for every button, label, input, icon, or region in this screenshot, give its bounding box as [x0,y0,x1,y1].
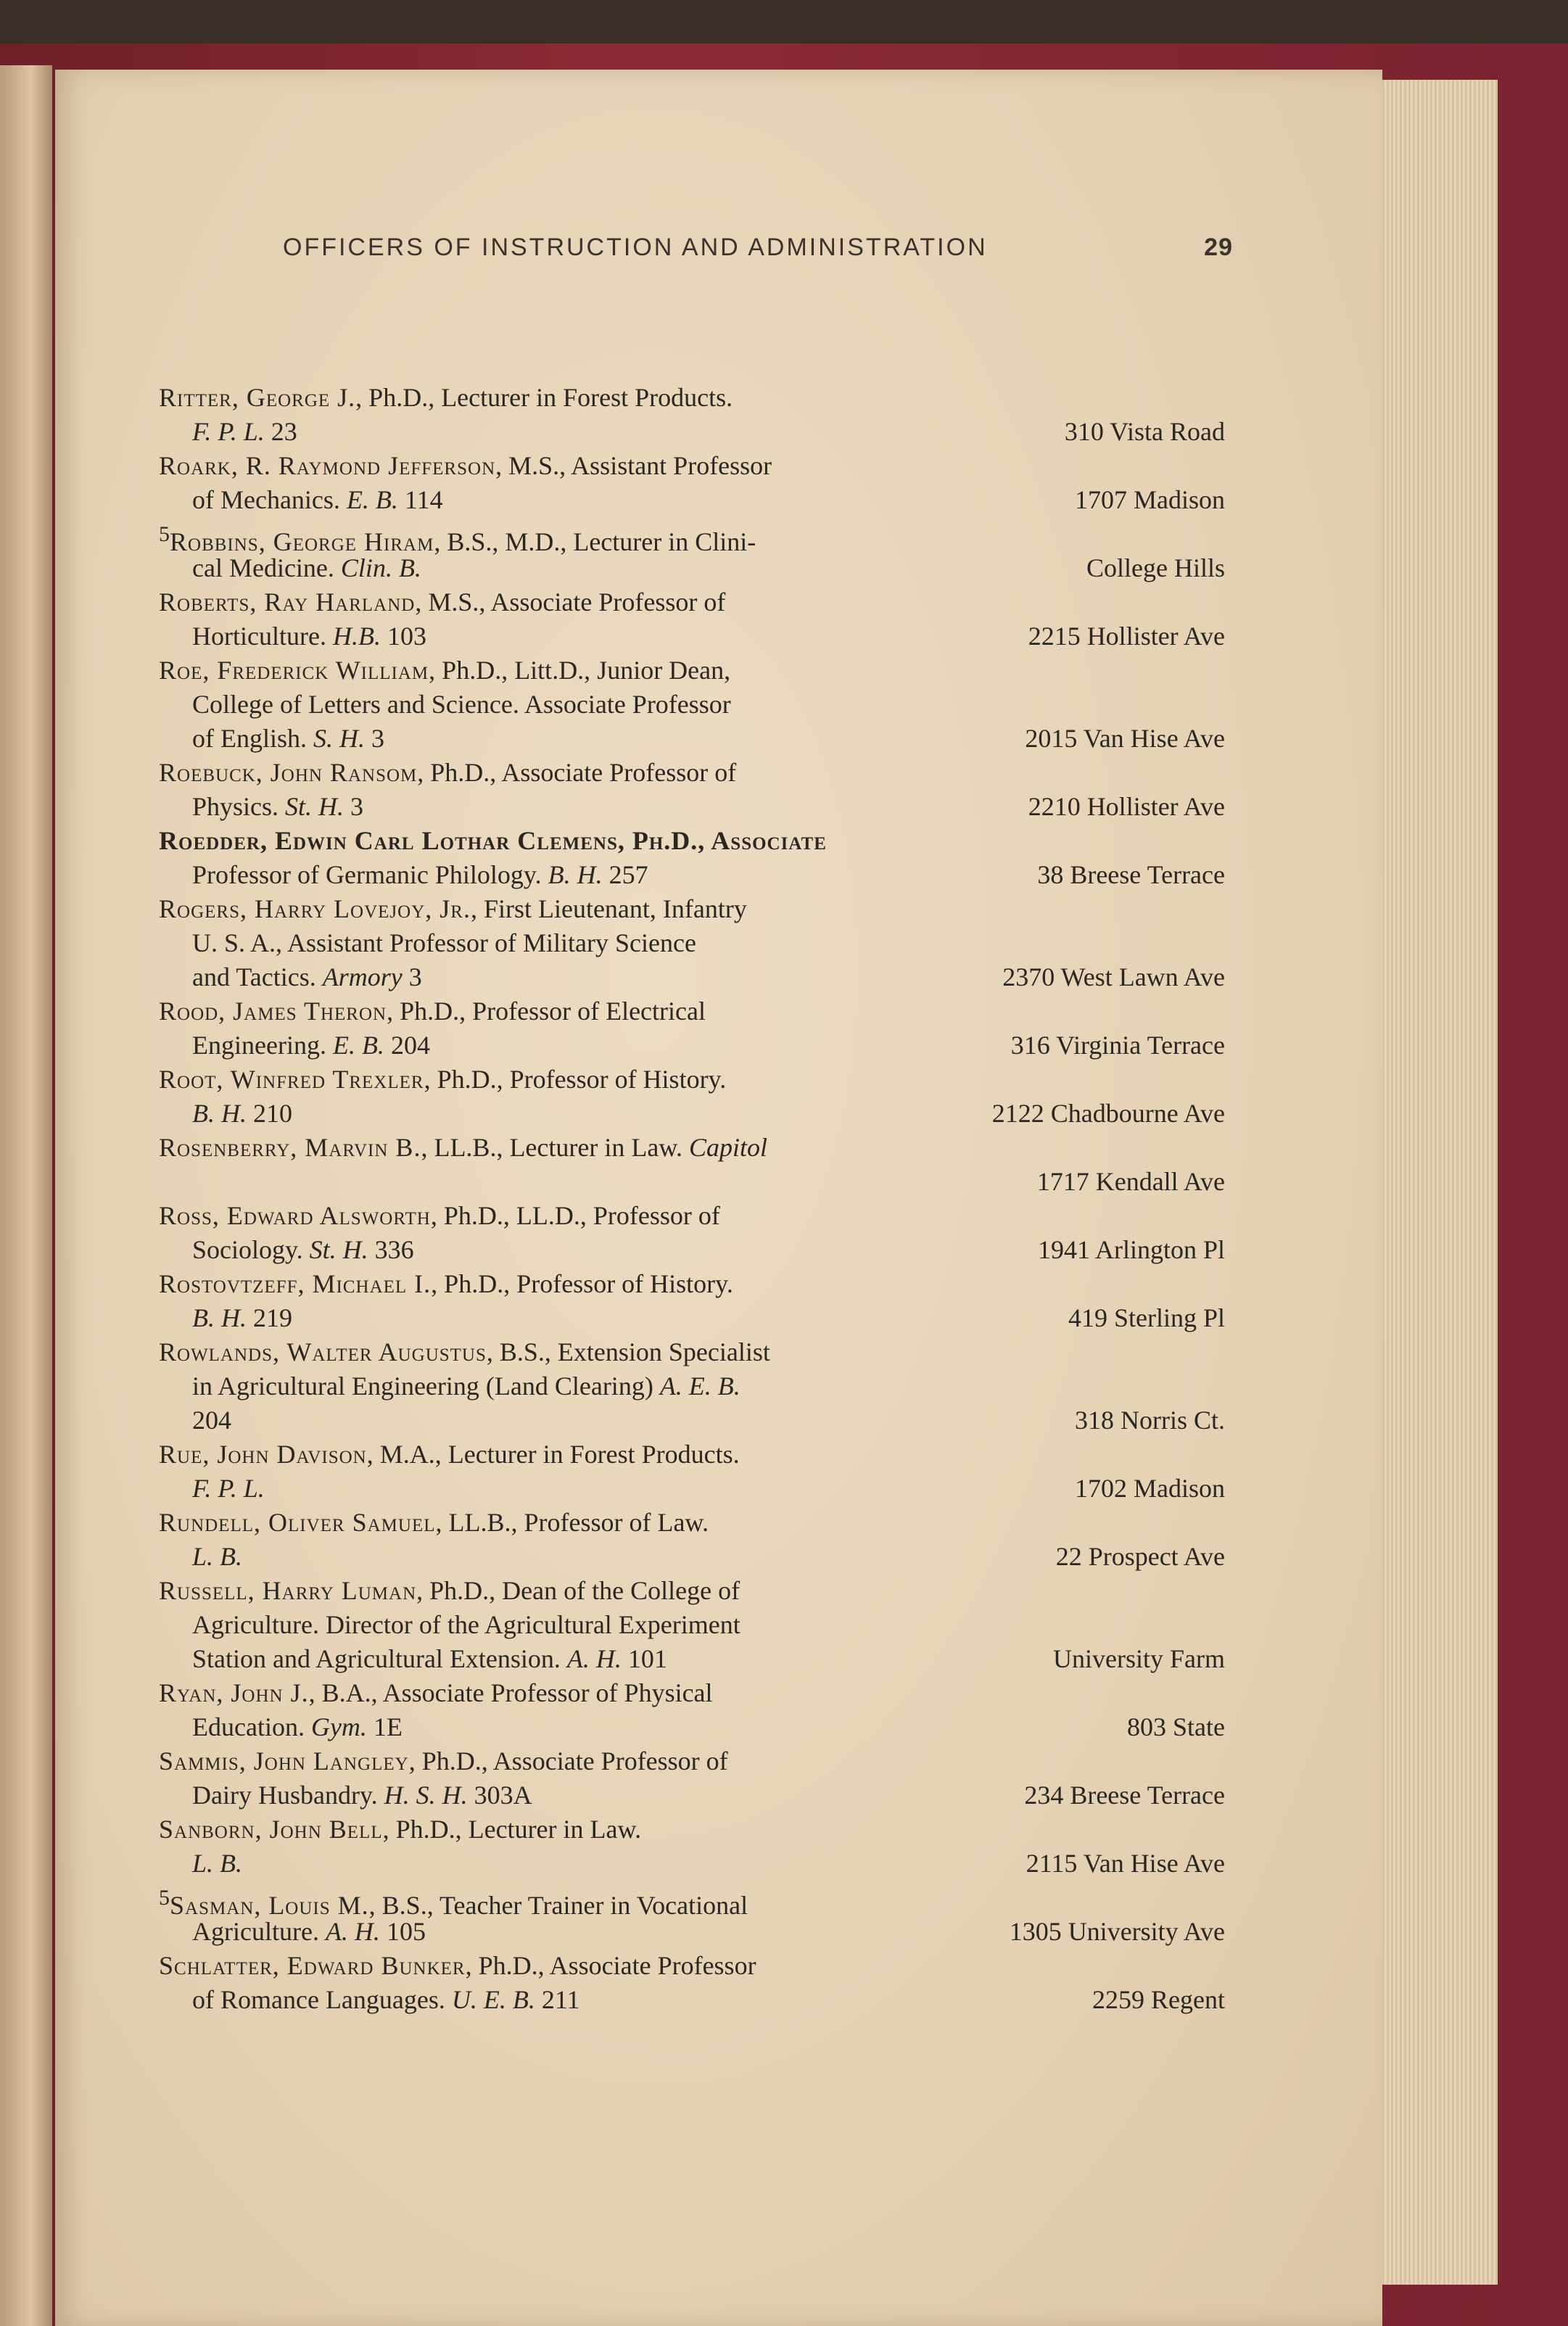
entry-continuation-line [159,1369,1225,1403]
entry-name: Sanborn, John Bell [159,1815,383,1844]
entry-text: , Ph.D., Lecturer in Forest Products. [355,383,733,412]
directory-entry [159,585,1225,653]
entry-address: 1717 Kendall Ave [1036,1167,1225,1196]
entry-text: 210 [247,1099,292,1128]
entry-name: Roe, Frederick William [159,656,429,685]
entry-text: 3 [344,792,364,821]
entry-continuation-line [159,790,1225,824]
entry-text: Dairy Husbandry. [192,1781,384,1810]
entry-text: , M.A., Lecturer in Forest Products. [366,1440,740,1469]
entry-address: 2259 Regent [1092,1985,1225,2014]
entry-name-line [159,449,1225,483]
directory-entry [159,1131,1225,1199]
entry-address: 1941 Arlington Pl [1037,1235,1225,1264]
directory-entry [159,449,1225,517]
entry-text: Station and Agricultural Extension. [192,1644,567,1673]
entry-address: College Hills [1086,553,1225,582]
entry-text: 336 [368,1235,414,1264]
entry-address: 2122 Chadbourne Ave [991,1099,1225,1128]
entry-name: Sasman, Louis M. [170,1891,369,1920]
entry-name: Robbins, George Hiram [170,527,434,556]
entry-location: U. E. B. [451,1985,535,2014]
entry-location: B. H. [548,860,603,889]
entry-text: , B.S., M.D., Lecturer in Clini- [434,527,756,556]
entry-name: Ross, Edward Alsworth [159,1201,431,1230]
entry-text: , B.A., Associate Professor of Physical [308,1678,713,1707]
entry-address: 234 Breese Terrace [1024,1781,1225,1810]
entry-continuation-line [159,858,1225,892]
entry-location: L. B. [192,1542,243,1571]
entry-text: 204 [192,1406,231,1435]
entry-continuation-line [159,1915,1225,1949]
entry-text: 114 [397,485,443,514]
entry-text: , Ph.D., Professor of Electrical [387,997,706,1026]
entry-location: Clin. B. [340,553,421,582]
entry-name: Roberts, Ray Harland [159,587,416,616]
entry-location: A. E. B. [659,1372,740,1401]
entry-continuation-line [159,1642,1225,1676]
entry-address: 419 Sterling Pl [1068,1303,1225,1332]
entry-address: 38 Breese Terrace [1037,860,1225,889]
entry-address: 2210 Hollister Ave [1028,792,1225,821]
entry-text: , Ph.D., Professor of History. [424,1065,727,1094]
entry-name: Rue, John Davison [159,1440,367,1469]
entry-address: 318 Norris Ct. [1075,1406,1225,1435]
directory-entry [159,1267,1225,1335]
entry-text: , First Lieutenant, Infantry [470,894,747,923]
entry-name-line [159,1812,1225,1847]
entry-text: 3 [365,724,384,753]
entry-name: Root, Winfred Trexler [159,1065,424,1094]
entry-location: Gym. [310,1712,367,1741]
entry-name: Rostovtzeff, Michael I. [159,1269,432,1298]
page-number: 29 [1204,234,1233,261]
running-head [218,234,1233,277]
entry-continuation-line [159,1778,1225,1812]
entry-name-line [159,1063,1225,1097]
directory-entry [159,1335,1225,1438]
entry-text: Sociology. [192,1235,310,1264]
entry-text: , M.S., Assistant Professor [495,451,772,480]
entry-continuation-line [159,688,1225,722]
entry-name-line [159,824,1225,858]
entry-continuation-line [159,415,1225,449]
entry-text: Professor of Germanic Philology. [192,860,548,889]
entry-location: S. H. [313,724,365,753]
entry-text: College of Letters and Science. Associate Professor [192,690,731,719]
entry-name-line [159,381,1225,415]
entry-location: A. H. [566,1644,622,1673]
entry-name: Russell, Harry Luman [159,1576,417,1605]
entry-name: Ritter, George J. [159,383,356,412]
entry-name: Roark, R. Raymond Jefferson [159,451,496,480]
entry-text: of Romance Languages. [192,1985,452,2014]
entry-text: 204 [384,1031,430,1060]
entry-text: , M.S., Associate Professor of [415,587,726,616]
entry-continuation-line [159,1847,1225,1881]
entry-text: Physics. [192,792,286,821]
entry-continuation-line [159,960,1225,994]
entry-text: in Agricultural Engineering (Land Clearing) [192,1372,660,1401]
entry-continuation-line [159,1540,1225,1574]
entry-name: Rood, James Theron [159,997,387,1026]
entry-continuation-line [159,1028,1225,1063]
directory-entry [159,824,1225,892]
directory-entry [159,1063,1225,1131]
entry-name: Rowlands, Walter Augustus [159,1337,487,1366]
entry-address: 1305 University Ave [1009,1917,1225,1946]
directory-entry [159,756,1225,824]
facing-page-edge [0,65,52,2326]
entry-location: F. P. L. [192,417,265,446]
entry-text: , LL.B., Lecturer in Law. [421,1133,689,1162]
directory-entry [159,517,1225,585]
entry-text: 101 [621,1644,667,1673]
entry-name-line [159,1676,1225,1710]
entry-location: Armory [322,962,403,991]
entry-name-line [159,994,1225,1028]
entry-name: Rogers, Harry Lovejoy, Jr. [159,894,471,923]
entry-address: 310 Vista Road [1064,417,1225,446]
entry-name-line [159,1949,1225,1983]
entry-continuation-line [159,1983,1225,2017]
entry-text: Agriculture. Director of the Agricultural Experiment [192,1610,740,1639]
entry-location: St. H. [309,1235,368,1264]
entry-location: H.B. [332,622,381,651]
entry-text: of English. [192,724,313,753]
entry-text: , Ph.D., Lecturer in Law. [382,1815,642,1844]
directory-entry [159,1199,1225,1267]
directory-entry [159,1574,1225,1676]
entry-address: 2115 Van Hise Ave [1026,1849,1225,1878]
entry-text: 257 [602,860,648,889]
entry-name-line [159,1881,1225,1920]
directory-entry [159,1676,1225,1744]
entry-name: Roebuck, John Ransom [159,758,418,787]
entry-text: 3 [402,962,422,991]
entry-text: , B.S., Teacher Trainer in Vocational [368,1891,748,1920]
entry-name-line [159,517,1225,556]
entry-continuation-line [159,1710,1225,1744]
entry-name: Rosenberry, Marvin B. [159,1133,421,1162]
entry-location: B. H. [192,1303,247,1332]
entry-name-line [159,892,1225,926]
entry-text: , B.S., Extension Specialist [486,1337,770,1366]
entry-text: , Ph.D., LL.D., Professor of [430,1201,720,1230]
page-edges [1371,80,1498,2285]
entry-name-line [159,756,1225,790]
entry-text: , Ph.D., Professor of History. [431,1269,733,1298]
entry-address: 2370 West Lawn Ave [1002,962,1225,991]
directory-entry [159,1438,1225,1506]
entry-continuation-line [159,1233,1225,1267]
entry-continuation-line [159,722,1225,756]
entry-text: U. S. A., Assistant Professor of Military Science [192,928,696,957]
entry-name: Roedder, Edwin Carl Lothar Clemens, Ph.D., Associate [159,826,827,855]
entry-text: , Ph.D., Litt.D., Junior Dean, [429,656,731,685]
entry-text: , Ph.D., Associate Professor [465,1951,756,1980]
entry-name-line [159,1506,1225,1540]
directory-entry [159,653,1225,756]
entry-name-line [159,1335,1225,1369]
entry-address: 1702 Madison [1075,1474,1225,1503]
directory-entry [159,381,1225,449]
entry-name: Ryan, John J. [159,1678,309,1707]
footnote-mark: 5 [159,1886,170,1910]
entry-name-line [159,585,1225,619]
entry-text: 1E [366,1712,403,1741]
entry-address: 2015 Van Hise Ave [1025,724,1225,753]
entry-continuation-line [159,1608,1225,1642]
entry-location: Capitol [688,1133,768,1162]
entry-text: 23 [264,417,297,446]
entry-name-line [159,1199,1225,1233]
entry-text: , Ph.D., Dean of the College of [416,1576,740,1605]
entry-text: , LL.B., Professor of Law. [435,1508,709,1537]
directory-entry [159,892,1225,994]
entry-text: 105 [379,1917,426,1946]
entry-text: Horticulture. [192,622,333,651]
entry-name-line [159,1267,1225,1301]
entry-name: Rundell, Oliver Samuel [159,1508,436,1537]
directory-entry [159,1881,1225,1949]
entry-address: 2215 Hollister Ave [1028,622,1225,651]
entry-name: Schlatter, Edward Bunker [159,1951,466,1980]
entry-address: 22 Prospect Ave [1055,1542,1225,1571]
entry-address: 316 Virginia Terrace [1010,1031,1225,1060]
entry-location: H. S. H. [384,1781,468,1810]
entry-continuation-line [159,1472,1225,1506]
entry-location: St. H. [285,792,344,821]
entry-location: E. B. [332,1031,384,1060]
entry-text: , Ph.D., Associate Professor of [417,758,737,787]
entry-continuation-line [159,1403,1225,1438]
entry-name: Sammis, John Langley [159,1746,409,1776]
directory-entry [159,1949,1225,2017]
entry-text: 103 [380,622,426,651]
entry-location: F. P. L. [192,1474,265,1503]
entry-text: 211 [535,1985,580,2014]
entry-name-line [159,1744,1225,1778]
entry-continuation-line [159,1301,1225,1335]
entry-text: of Mechanics. [192,485,347,514]
entry-text: cal Medicine. [192,553,341,582]
entry-location: E. B. [346,485,398,514]
entry-text: , Ph.D., Associate Professor of [408,1746,728,1776]
entry-address: University Farm [1053,1644,1225,1673]
entry-location: A. H. [325,1917,380,1946]
entry-name-line [159,653,1225,688]
entry-text: 219 [247,1303,292,1332]
entry-text: and Tactics. [192,962,323,991]
entry-continuation-line [159,619,1225,653]
entry-name-line [159,1574,1225,1608]
entry-text: Education. [192,1712,311,1741]
entry-continuation-line [159,483,1225,517]
footnote-mark: 5 [159,522,170,546]
entry-continuation-line [159,1097,1225,1131]
directory-entry [159,1812,1225,1881]
directory-entry [159,1744,1225,1812]
directory-entry [159,1506,1225,1574]
entry-text: Engineering. [192,1031,333,1060]
entry-location: B. H. [192,1099,247,1128]
directory-entries [159,381,1225,2017]
entry-address: 1707 Madison [1075,485,1225,514]
entry-name-line [159,1438,1225,1472]
entry-address: 803 State [1127,1712,1225,1741]
entry-name-line [159,1131,1225,1165]
entry-text: Agriculture. [192,1917,326,1946]
entry-continuation-line [159,1165,1225,1199]
directory-entry [159,994,1225,1063]
entry-location: L. B. [192,1849,243,1878]
running-head-title: OFFICERS OF INSTRUCTION AND ADMINISTRATION [283,234,988,261]
entry-text: 303A [467,1781,532,1810]
entry-continuation-line [159,551,1225,585]
entry-continuation-line [159,926,1225,960]
